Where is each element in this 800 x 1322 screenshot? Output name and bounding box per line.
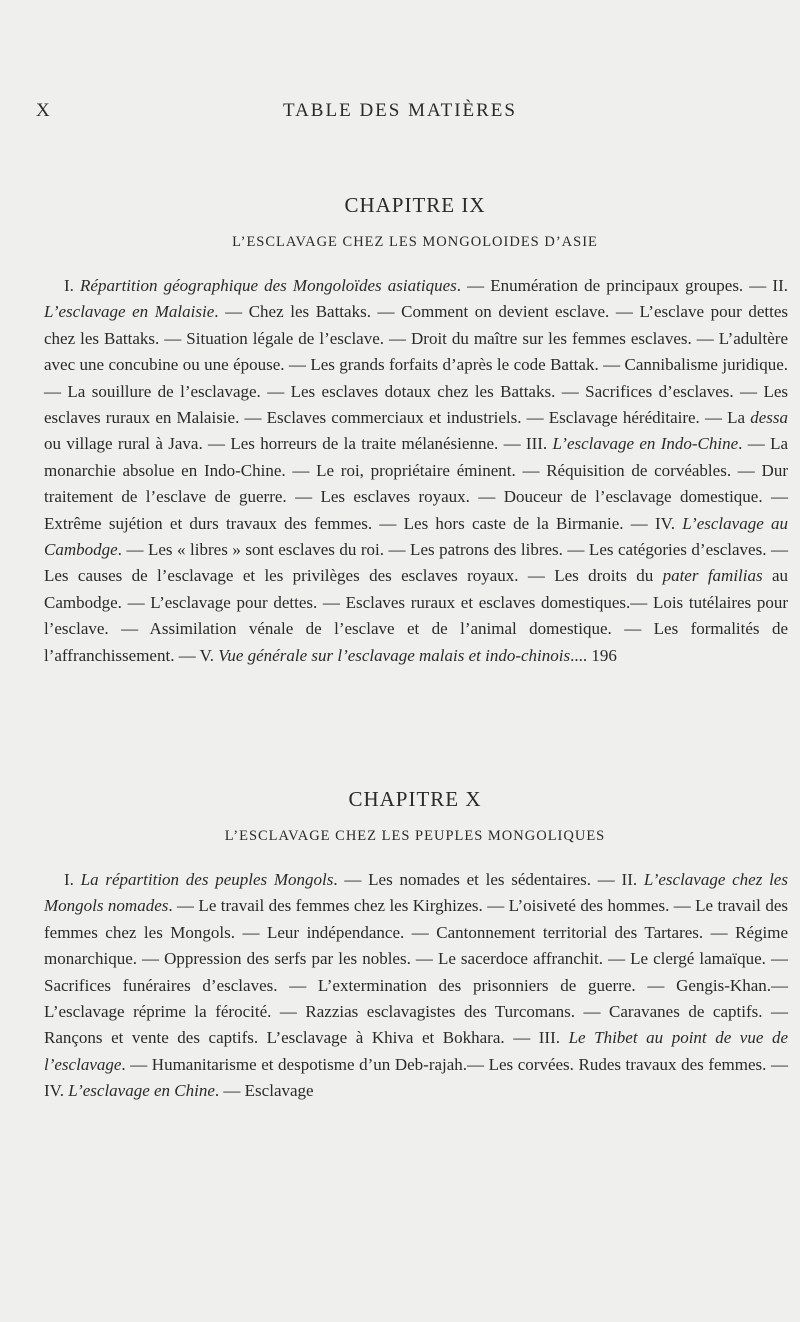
chapter-summary — [30, 273, 800, 669]
section-heading: L’esclavage au Cambodge — [44, 513, 788, 560]
summary-text: . — Chez les Battaks. — Comment on devient esclave. — L’esclave pour dettes chez les Battaks. — Situation légale de l’esclave. — Droit du maître sur les femmes esclaves. — L’adultère avec une concubine ou une épouse. — Les grands forfaits d’après le code Battak. — Cannibalisme juridique. — La souillure de l’esclavage. — Les esclaves dotaux chez les Battaks. — Sacrifices d’esclaves. — Les esclaves ruraux en Malaisie. — Esclaves commerciaux et industriels. — Esclavage héréditaire. — La — [44, 302, 788, 428]
page-folio: X — [36, 100, 51, 121]
summary-text: . — Esclavage — [214, 1081, 314, 1101]
italic-term: dessa — [750, 408, 788, 428]
running-head — [0, 100, 800, 124]
section-heading: La répartition des peuples Mongols — [80, 870, 334, 889]
summary-text: . — Enumération de principaux groupes. — II. — [456, 276, 788, 295]
page-reference: .... 196 — [570, 645, 617, 665]
summary-text: ou village rural à Java. — Les horreurs de la traite mélanésienne. — III. — [44, 434, 553, 454]
summary-text: . — Le travail des femmes chez les Kirghizes. — L’oisiveté des hommes. — Le travail des femmes chez les Mongols. — Leur indépendance. — Cantonnement territorial des Tartares. — Régime monarchique. — Oppression des serfs par les nobles. — Le sacerdoce affranchit. — Le clergé lamaïque. — Sacrifices funéraires d’esclaves. — L’extermination des prisonniers de guerre. — Gengis-Khan.— L’esclavage réprime la férocité. — Razzias esclavagistes des Turcomans. — Caravanes de captifs. — Rançons et vente des captifs. L’esclavage à Khiva et Bokhara. — III. — [44, 896, 788, 1048]
summary-text: . — Les « libres » sont esclaves du roi. — Les patrons des libres. — Les catégories d’esclaves. — Les causes de l’esclavage et les privilèges des esclaves royaux. — Les droits du — [44, 540, 788, 586]
chapter-ix — [30, 193, 800, 669]
summary-text: . — La monarchie absolue en Indo-Chine. — Le roi, propriétaire éminent. — Réquisition de corvéables. — Dur traitement de l’esclave de guerre. — Les esclaves royaux. — Douceur de l’esclavage domestique. — Extrême sujétion et durs travaux des femmes. — Les hors caste de la Birmanie. — IV. — [44, 434, 788, 533]
section-heading: L’esclavage en Indo-Chine — [552, 434, 739, 454]
summary-text: au Cambodge. — L’esclavage pour dettes. — Esclaves ruraux et esclaves domestiques.— Lois tutélaires pour l’esclave. — Assimilation vénale de l’esclave et de l’animal domestique. — Les formalités de l’affranchissement. — V. — [44, 566, 789, 665]
summary-text: . — Humanitarisme et despotisme d’un Deb-rajah.— Les corvées. Rudes travaux des femmes. — IV. — [44, 1054, 788, 1101]
summary-text: I. — [64, 870, 81, 889]
chapter-summary — [30, 867, 800, 1105]
section-heading: Répartition géographique des Mongoloïdes asiatiques — [80, 276, 457, 295]
chapter-x — [30, 787, 800, 1105]
chapter-title: CHAPITRE IX — [344, 193, 486, 217]
italic-term: pater familias — [662, 566, 763, 586]
section-heading: Le Thibet au point de vue de l’esclavage — [44, 1028, 788, 1074]
summary-text: . — Les nomades et les sédentaires. — II. — [333, 870, 644, 889]
chapter-subtitle: L’ESCLAVAGE CHEZ LES PEUPLES MONGOLIQUES — [224, 828, 606, 844]
section-heading: L’esclavage en Malaisie — [44, 302, 215, 322]
section-heading: L’esclavage chez les Mongols nomades — [44, 870, 788, 916]
running-title: TABLE DES MATIÈRES — [283, 100, 517, 121]
section-heading: L’esclavage en Chine — [68, 1081, 215, 1101]
chapter-title: CHAPITRE X — [348, 787, 482, 811]
chapter-subtitle: L’ESCLAVAGE CHEZ LES MONGOLOIDES D’ASIE — [232, 234, 598, 250]
summary-text: I. — [64, 276, 81, 295]
section-heading: Vue générale sur l’esclavage malais et indo-chinois — [218, 645, 571, 665]
